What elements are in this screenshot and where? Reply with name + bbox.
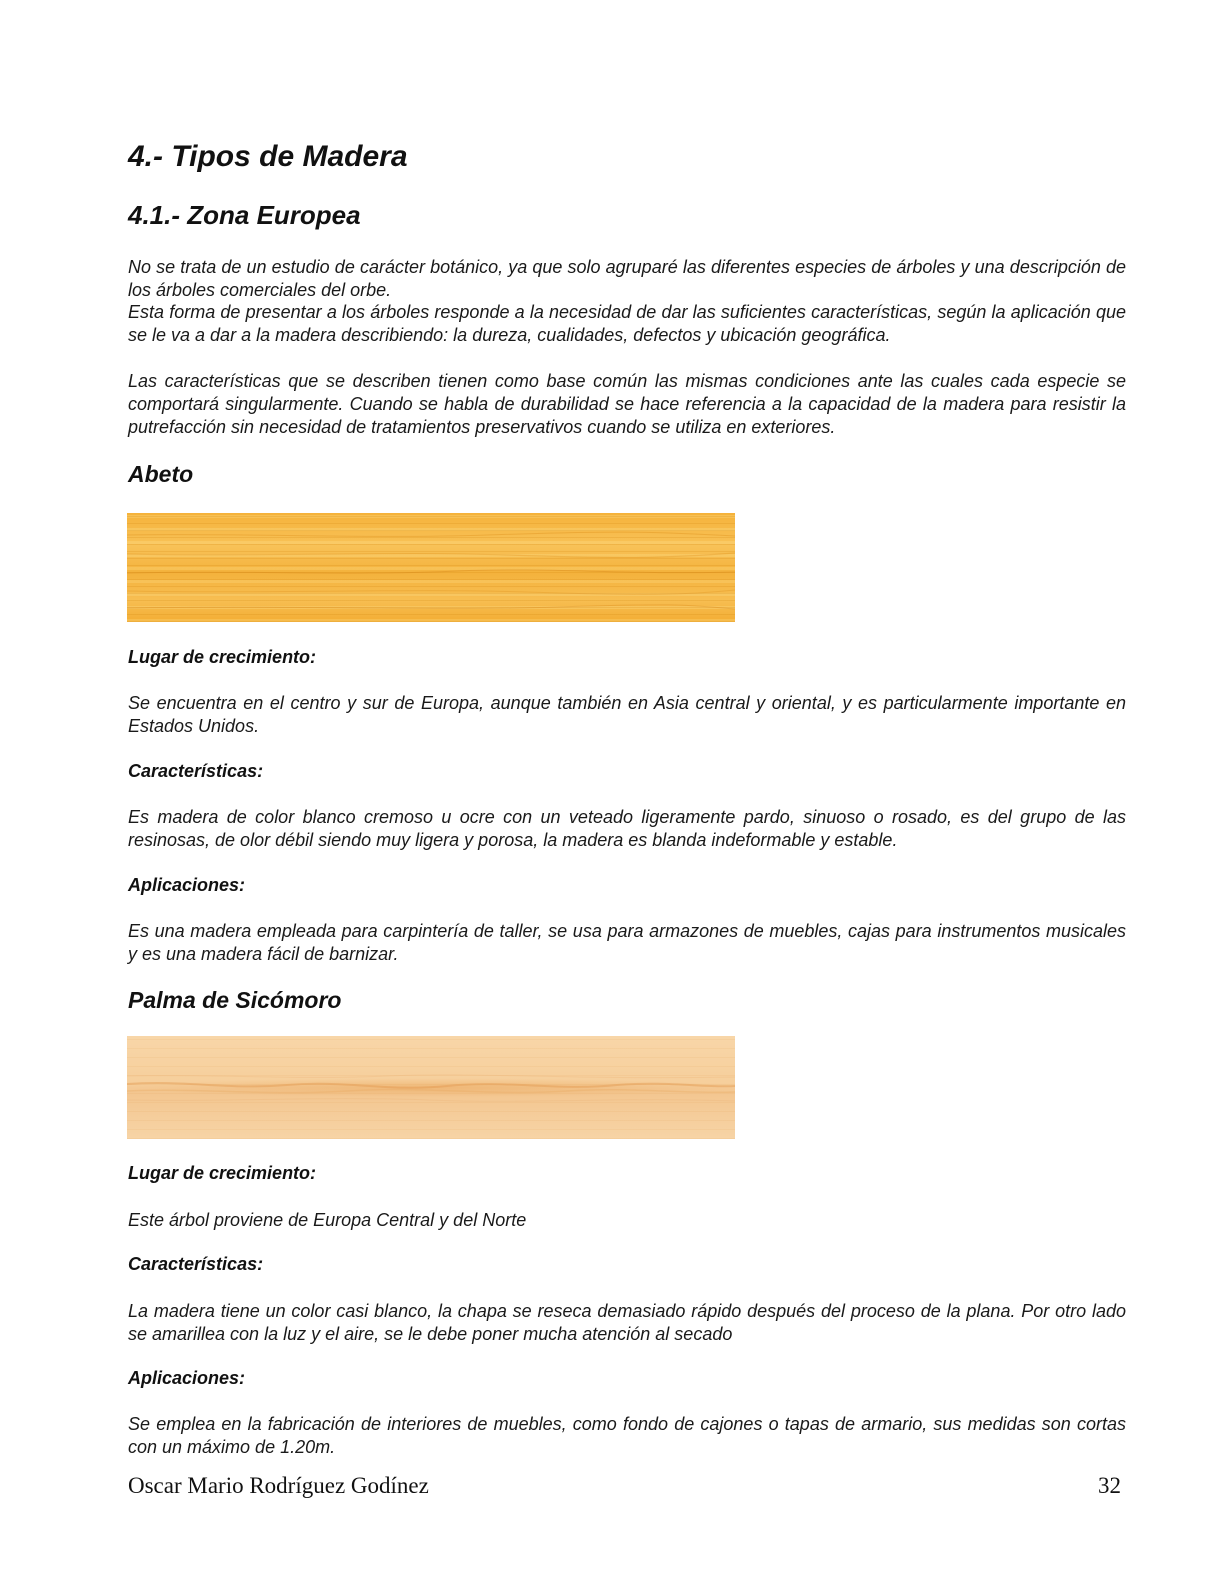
sicomoro-wood-sample-image xyxy=(127,1036,735,1139)
sicomoro-grain-lines xyxy=(127,1036,735,1139)
abeto-uses-text: Es una madera empleada para carpintería de taller, se usa para armazones de muebles, cajas para instrumentos musicales y es una madera fácil de barnizar. xyxy=(128,921,1126,964)
sicomoro-features-label: Características: xyxy=(128,1254,264,1274)
footer-author: Oscar Mario Rodríguez Godínez xyxy=(128,1473,429,1498)
abeto-growth-text: Se encuentra en el centro y sur de Europa, aunque también en Asia central y oriental, y es particularmente importante en Estados Unidos. xyxy=(128,693,1126,736)
abeto-growth-label: Lugar de crecimiento: xyxy=(128,647,317,667)
abeto-features-label: Características: xyxy=(128,761,264,781)
sicomoro-growth-label: Lugar de crecimiento: xyxy=(128,1163,317,1183)
abeto-grain-lines xyxy=(127,513,735,622)
sicomoro-uses-text: Se emplea en la fabricación de interiores de muebles, como fondo de cajones o tapas de armario, sus medidas son cortas con un máximo de 1.20m. xyxy=(128,1414,1126,1457)
intro-paragraph-3: Las características que se describen tienen como base común las mismas condiciones ante las cuales cada especie se comportará singularmente. Cuando se habla de durabilidad se hace referencia a la capacidad de la madera para resistir la putrefacción sin necesidad de tratamientos preservativos cuando se utiliza en exteriores. xyxy=(128,371,1126,437)
footer-page-number: 32 xyxy=(1098,1473,1121,1498)
wood-title-abeto: Abeto xyxy=(128,461,194,487)
sicomoro-uses-label: Aplicaciones: xyxy=(128,1368,246,1388)
sicomoro-features-text: La madera tiene un color casi blanco, la chapa se reseca demasiado rápido después del proceso de la plana. Por otro lado se amarillea con la luz y el aire, se le debe poner mucha atención al secado xyxy=(128,1301,1126,1344)
intro-paragraph-1: No se trata de un estudio de carácter botánico, ya que solo agruparé las diferentes especies de árboles y una descripción de los árboles comerciales del orbe. xyxy=(128,257,1126,300)
abeto-uses-label: Aplicaciones: xyxy=(128,875,246,895)
abeto-wood-sample-image xyxy=(127,513,735,622)
sicomoro-growth-text: Este árbol proviene de Europa Central y del Norte xyxy=(128,1210,527,1230)
section-title: 4.- Tipos de Madera xyxy=(128,140,408,173)
wood-title-sicomoro: Palma de Sicómoro xyxy=(128,987,342,1013)
subsection-title: 4.1.- Zona Europea xyxy=(128,200,361,230)
abeto-features-text: Es madera de color blanco cremoso u ocre con un veteado ligeramente pardo, sinuoso o rosado, es del grupo de las resinosas, de olor débil siendo muy ligera y porosa, la madera es blanda indeformable y estable. xyxy=(128,807,1126,850)
intro-paragraph-2: Esta forma de presentar a los árboles responde a la necesidad de dar las suficientes características, según la aplicación que se le va a dar a la madera describiendo: la dureza, cualidades, defectos y ubicación geográfica. xyxy=(128,302,1126,345)
